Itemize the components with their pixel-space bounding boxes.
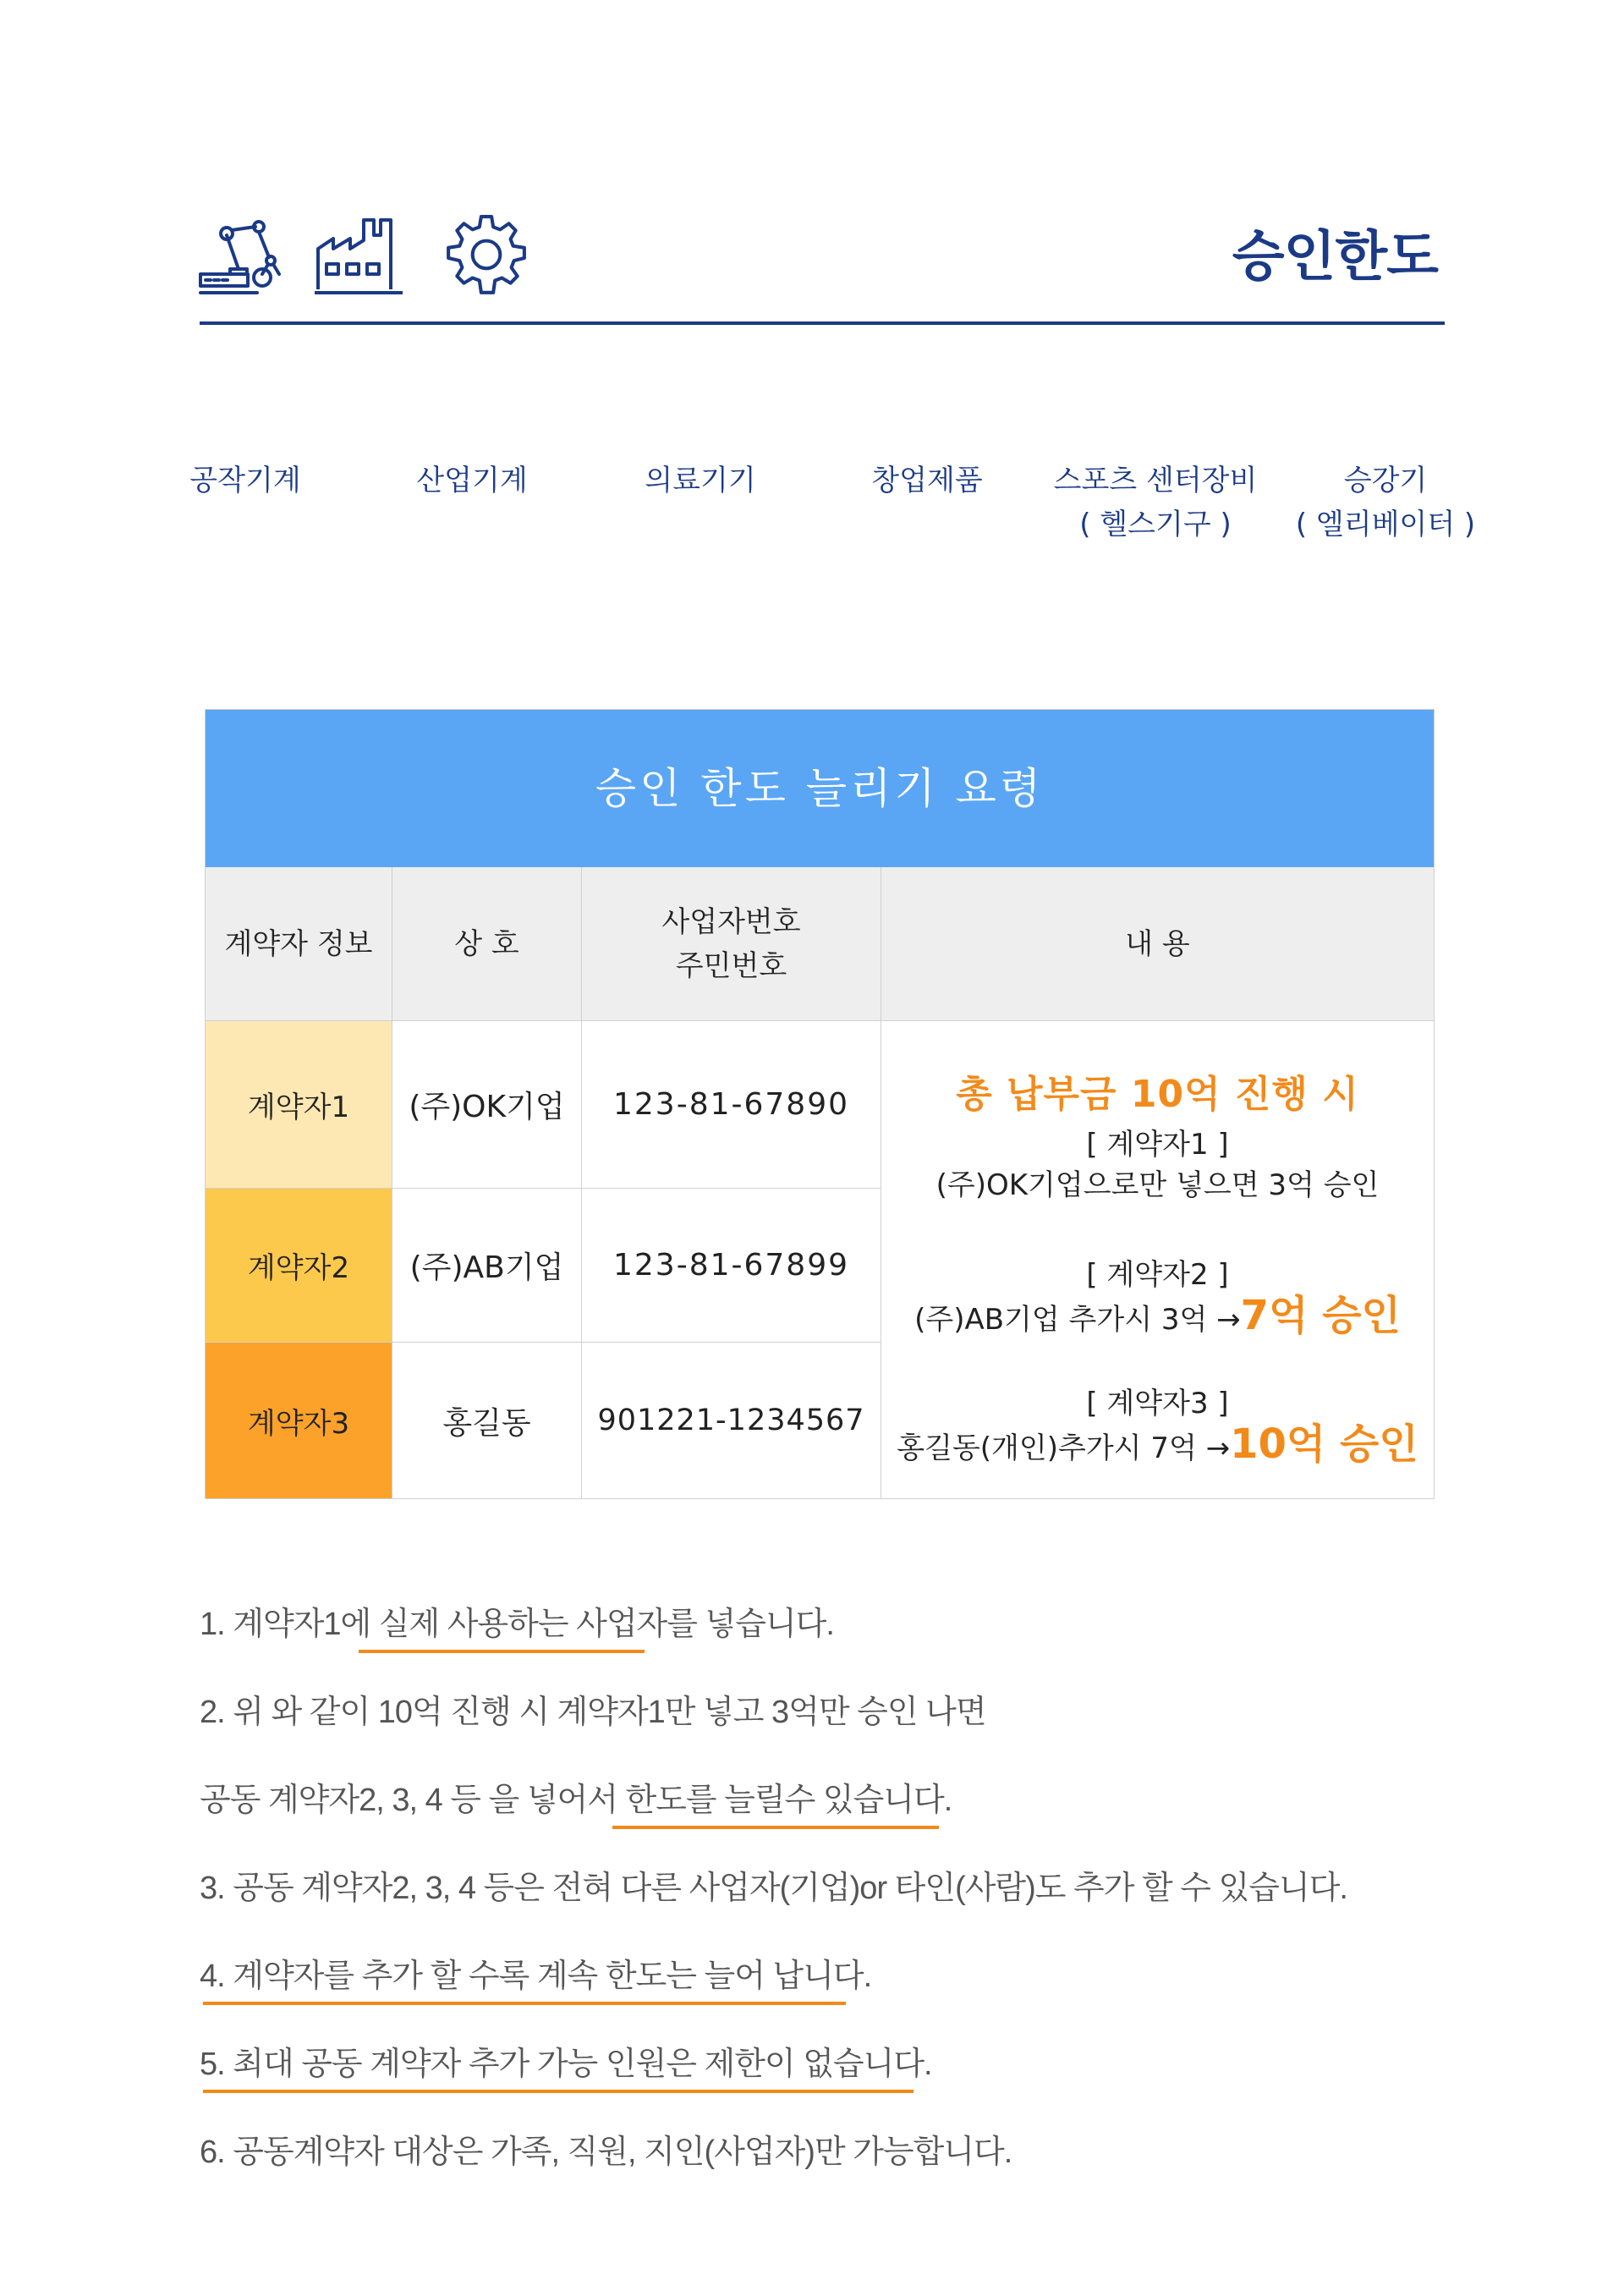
note-1: 1. 계약자1에 실제 사용하는 사업자를 넣습니다.	[200, 1607, 834, 1642]
nav-item-label: 스포츠 센터장비	[1053, 464, 1258, 497]
header-label: 상 호	[454, 926, 519, 961]
header-registration-number	[582, 867, 881, 1021]
header-label: 사업자번호	[661, 904, 801, 939]
table-row-label: 계약자1	[206, 1021, 392, 1189]
header-divider	[200, 321, 1445, 325]
content-block-accent: 10억 승인	[1230, 1420, 1418, 1468]
nav-item-label: 승강기	[1343, 464, 1428, 497]
table-cell-number: 901221-1234567	[582, 1343, 881, 1498]
robot-arm-icon	[198, 218, 284, 296]
header-label: 내 용	[1125, 926, 1190, 961]
nav-item-sports-equipment[interactable]	[1029, 459, 1282, 547]
note-4: 4. 계약자를 추가 할 수록 계속 한도는 늘어 납니다.	[200, 1959, 872, 1994]
table-row-label: 계약자2	[206, 1189, 392, 1343]
note-underline	[359, 1650, 645, 1653]
header-label: 계약자 정보	[224, 926, 373, 961]
nav-item-label: 의료기기	[645, 464, 756, 497]
gear-icon	[443, 213, 529, 299]
nav-item-startup-products[interactable]	[800, 459, 1054, 503]
table-cell-company: (주)OK기업	[392, 1021, 582, 1189]
header-company	[392, 867, 582, 1021]
note-underline	[203, 2090, 914, 2093]
content-block-text: (주)OK기업으로만 넣으면 3억 승인	[935, 1168, 1380, 1202]
nav-item-sublabel: ( 엘리베이터 )	[1295, 508, 1476, 541]
content-headline: 총 납부금 10억 진행 시	[956, 1073, 1359, 1116]
approval-limit-table	[205, 709, 1435, 1499]
nav-item-elevator[interactable]	[1259, 459, 1512, 547]
content-block-text: 홍길동(개인)추가시 7억 →	[897, 1431, 1231, 1465]
header-contractor-info	[206, 867, 392, 1021]
note-6: 6. 공동계약자 대상은 가족, 직원, 지인(사업자)만 가능합니다.	[200, 2134, 1012, 2170]
table-row-label: 계약자3	[206, 1343, 392, 1498]
nav-item-label: 산업기계	[416, 464, 528, 497]
nav-item-medical-devices[interactable]	[573, 459, 827, 503]
content-block-title: [ 계약자2 ]	[1086, 1258, 1229, 1292]
nav-item-machine-tools[interactable]	[118, 459, 372, 503]
header-label: 주민번호	[675, 948, 787, 983]
content-block-contractor1	[881, 1124, 1434, 1206]
note-underline	[612, 1826, 939, 1829]
content-block-title: [ 계약자3 ]	[1086, 1387, 1229, 1420]
content-block-title: [ 계약자1 ]	[1086, 1128, 1229, 1162]
content-cell	[881, 1021, 1434, 1498]
table-cell-number: 123-81-67899	[582, 1189, 881, 1343]
content-block-contractor3	[881, 1383, 1434, 1469]
nav-item-label: 공작기계	[189, 464, 301, 497]
table-title: 승인 한도 늘리기 요령	[206, 710, 1434, 867]
factory-icon	[313, 215, 404, 296]
table-cell-number: 123-81-67890	[582, 1021, 881, 1189]
nav-item-industrial-machinery[interactable]	[345, 459, 599, 503]
note-underline	[203, 2002, 846, 2005]
header-content	[881, 867, 1434, 1021]
nav-item-sublabel: ( 헬스기구 )	[1079, 508, 1232, 541]
table-cell-company: 홍길동	[392, 1343, 582, 1498]
content-block-accent: 7억 승인	[1240, 1292, 1401, 1339]
note-3: 3. 공동 계약자2, 3, 4 등은 전혀 다른 사업자(기업)or 타인(사람)도 추가 할 수 있습니다.	[200, 1871, 1347, 1906]
content-block-text: (주)AB기업 추가시 3억 →	[914, 1303, 1241, 1337]
content-block-contractor2	[881, 1255, 1434, 1340]
note-2: 2. 위 와 같이 10억 진행 시 계약자1만 넣고 3억만 승인 나면	[200, 1695, 986, 1730]
table-cell-company: (주)AB기업	[392, 1189, 582, 1343]
nav-item-label: 창업제품	[871, 464, 983, 497]
note-5: 5. 최대 공동 계약자 추가 가능 인원은 제한이 없습니다.	[200, 2047, 932, 2082]
note-2-continued: 공동 계약자2, 3, 4 등 을 넣어서 한도를 늘릴수 있습니다.	[200, 1783, 952, 1818]
page-title: 승인한도	[1232, 226, 1438, 288]
